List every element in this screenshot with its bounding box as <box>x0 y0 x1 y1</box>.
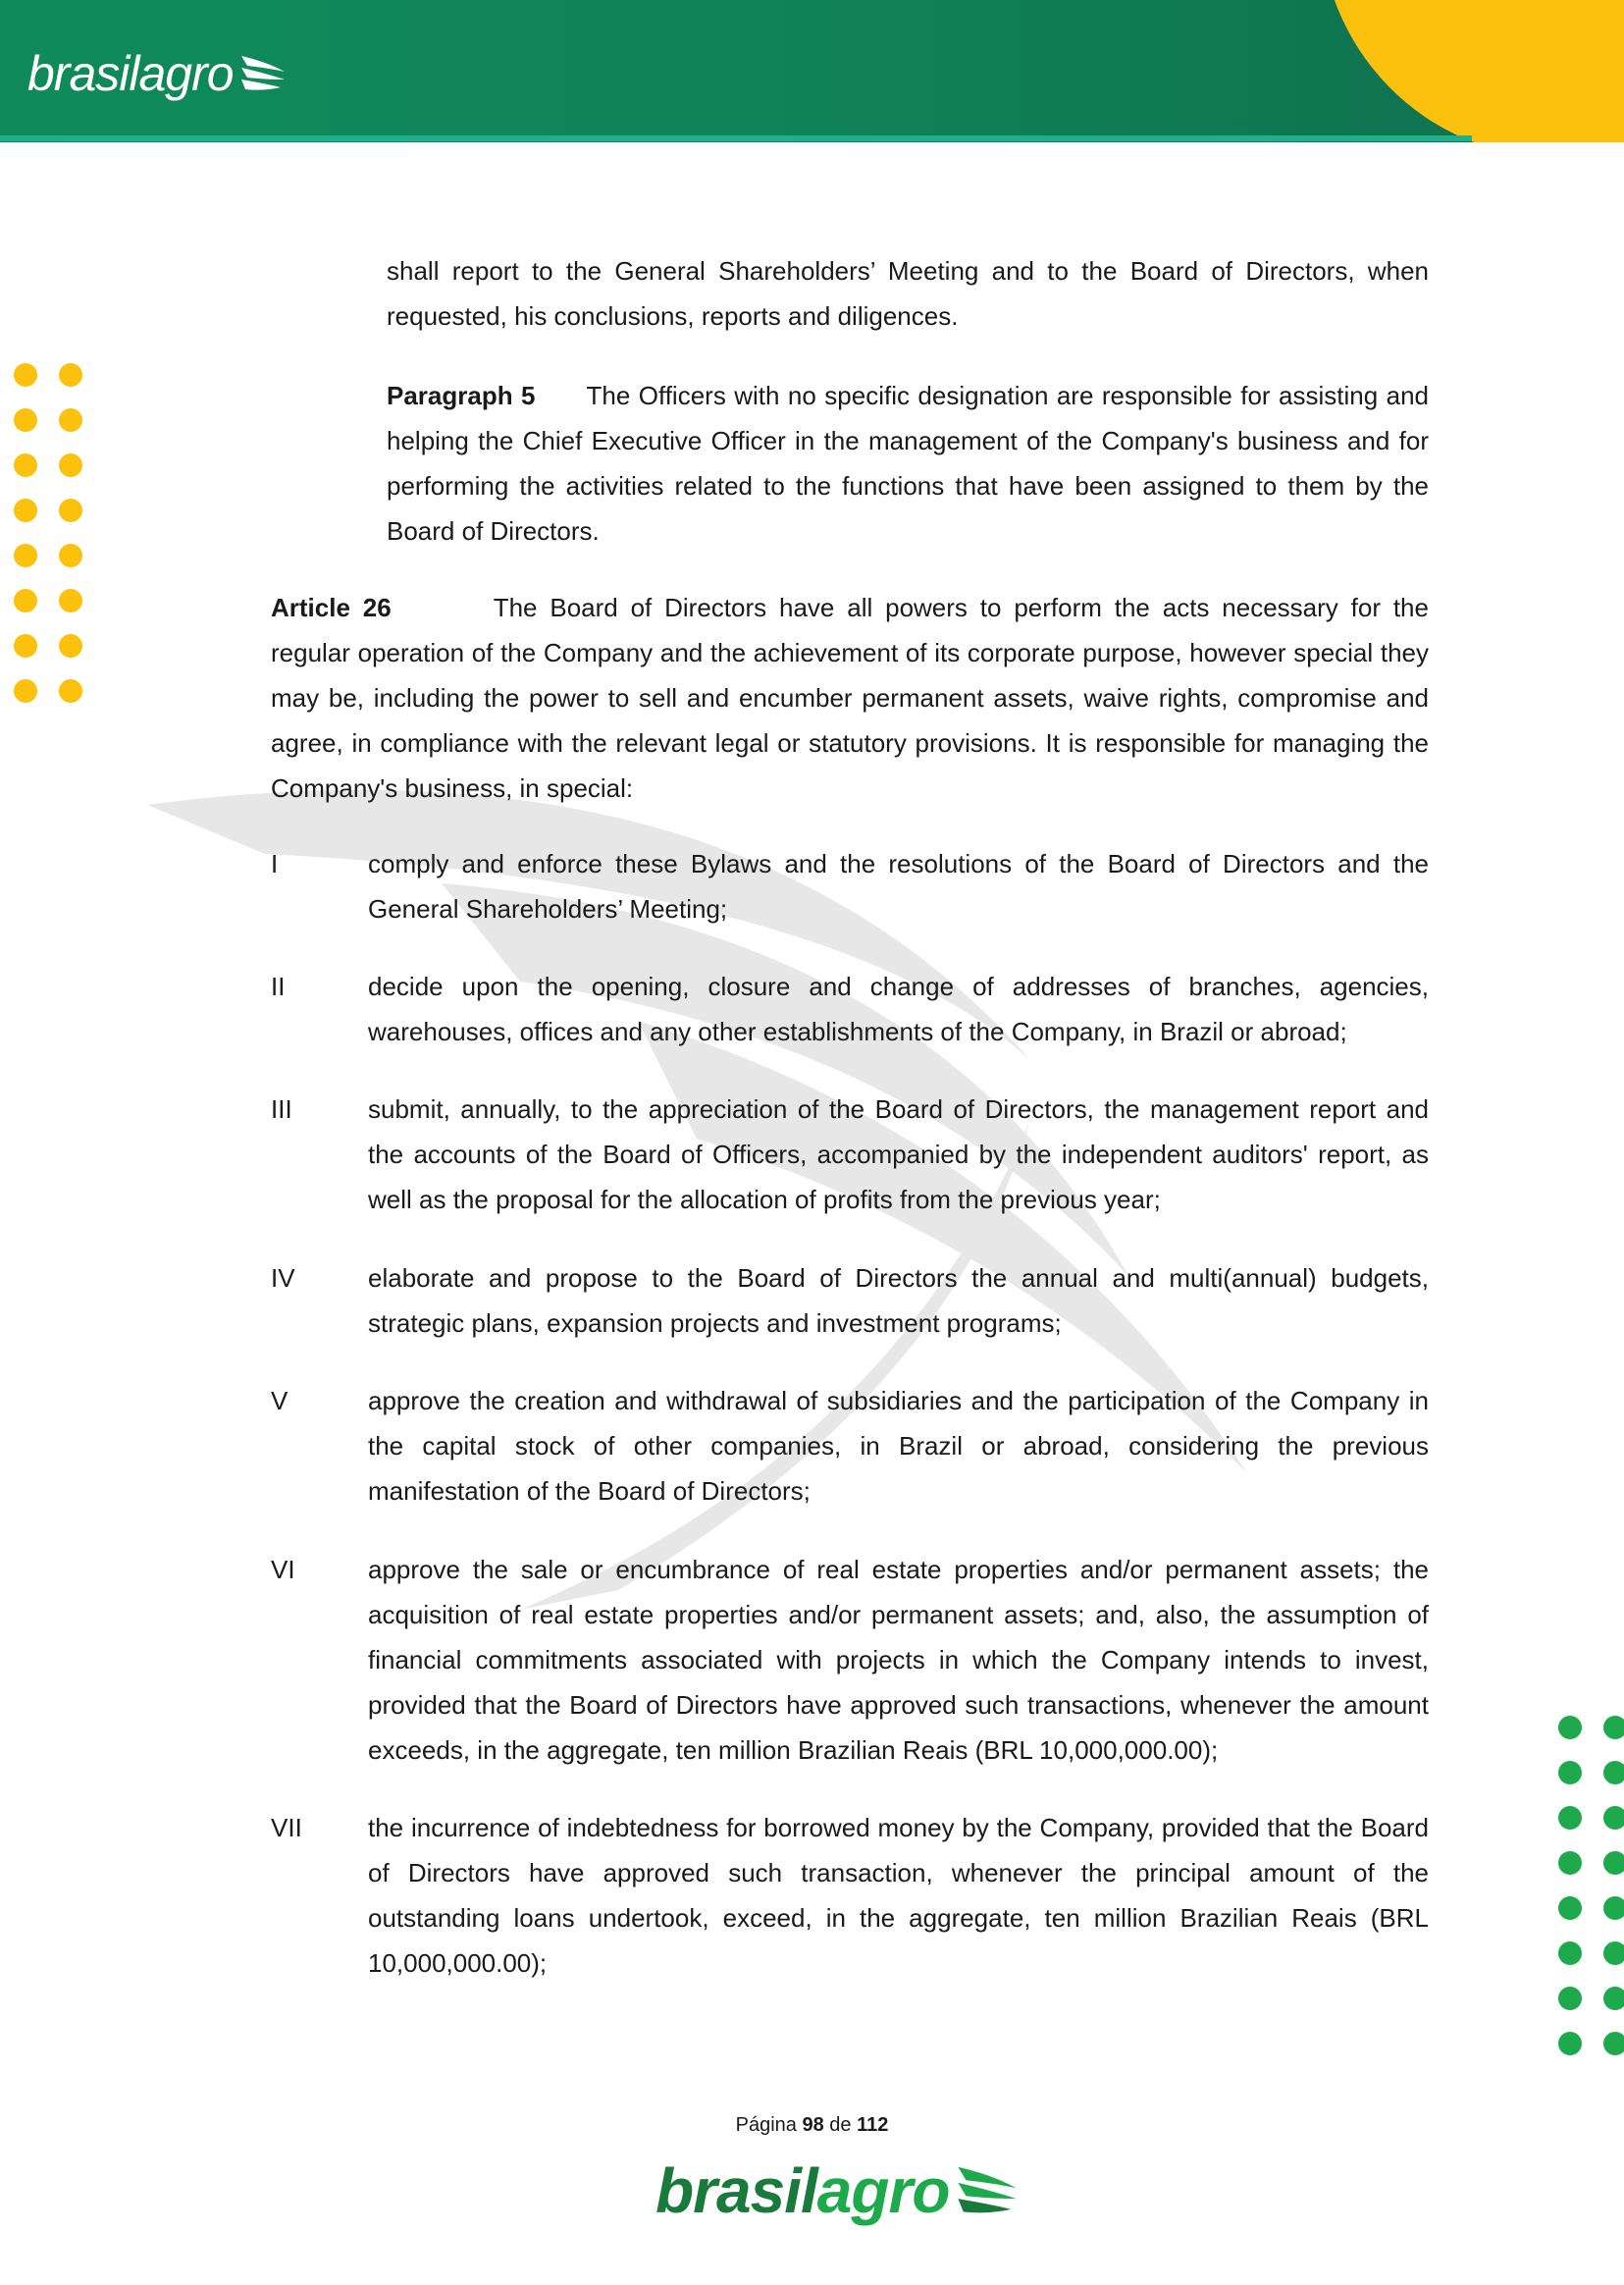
continued-paragraph: shall report to the General Shareholders’ Meeting and to the Board of Directors, when requested, his conclusions, reports and diligences. <box>387 256 1429 331</box>
decorative-dots-left <box>14 363 82 703</box>
list-item-number: V <box>271 1386 288 1415</box>
list-item <box>271 841 1429 931</box>
header-sun-shape <box>1320 0 1624 142</box>
footer-logo <box>655 2154 1022 2227</box>
footer-logo-agro: agro <box>816 2155 950 2226</box>
page-total: 112 <box>857 2114 889 2136</box>
article-26-text: The Board of Directors have all powers to perform the acts necessary for the regular operation of the Company and the achievement of its corporate purpose, however special they may be, including the power to sell and encumber permanent assets, waive rights, compromise and agree, in compliance with the relevant legal or statutory provisions. It is responsible for managing the Company's business, in special: <box>271 593 1429 803</box>
list-item-number: II <box>271 972 286 1001</box>
list-item-text: the incurrence of indebtedness for borrowed money by the Company, provided that the Board of Directors have approved such transaction, whenever the principal amount of the outstanding loans undertook, exceed, in the aggregate, ten million Brazilian Reais (BRL 10,000,000.00); <box>368 1813 1429 1978</box>
list-item-number: I <box>271 849 279 878</box>
list-item-number: VII <box>271 1813 302 1842</box>
list-item-text: approve the sale or encumbrance of real estate properties and/or permanent assets; the acquisition of real estate properties and/or permanent assets; and, also, the assumption of financial commitments associated with projects in which the Company intends to invest, provided that the Board of Directors have approved such transactions, whenever the amount exceeds, in the aggregate, ten million Brazilian Reais (BRL 10,000,000.00); <box>368 1555 1429 1765</box>
decorative-dots-right <box>1558 1716 1624 2055</box>
header-band <box>0 0 1624 142</box>
list-item <box>271 1547 1429 1773</box>
paragraph-5-text: The Officers with no specific designation are responsible for assisting and helping the Chief Executive Officer in the management of the Company's business and for performing the activities related to the functions that have been assigned to them by the Board of Directors. <box>387 381 1429 546</box>
list-item <box>271 964 1429 1054</box>
list-item <box>271 1378 1429 1514</box>
article-26-label: Article 26 <box>271 593 392 622</box>
paragraph-5-label: Paragraph 5 <box>387 381 536 410</box>
list-item <box>271 1087 1429 1222</box>
list-item-text: decide upon the opening, closure and change of addresses of branches, agencies, warehouses, offices and any other establishments of the Company, in Brazil or abroad; <box>368 972 1429 1046</box>
footer-logo-brasil: brasil <box>655 2155 817 2226</box>
header-logo-text: brasilagro <box>27 46 234 101</box>
logo-chevron-icon <box>953 2163 1022 2218</box>
list-item-number: III <box>271 1094 292 1124</box>
list-item-text: approve the creation and withdrawal of subsidiaries and the participation of the Company in the capital stock of other companies, in Brazil or abroad, considering the previous manifestation of the Board of Directors; <box>368 1386 1429 1506</box>
list-item-number: IV <box>271 1263 295 1293</box>
list-item <box>271 1255 1429 1346</box>
page-prefix: Página <box>735 2114 797 2136</box>
logo-chevron-icon <box>237 54 288 93</box>
list-item-text: elaborate and propose to the Board of Directors the annual and multi(annual) budgets, strategic plans, expansion projects and investment programs; <box>368 1263 1429 1338</box>
list-item-text: submit, annually, to the appreciation of the Board of Directors, the management report and the accounts of the Board of Officers, accompanied by the independent auditors' report, as well as the proposal for the allocation of profits from the previous year; <box>368 1094 1429 1214</box>
paragraph-5 <box>387 373 1429 554</box>
list-item-number: VI <box>271 1555 295 1584</box>
page-of: de <box>829 2114 852 2136</box>
page-current: 98 <box>802 2114 824 2136</box>
list-item <box>271 1805 1429 1986</box>
list-item-text: comply and enforce these Bylaws and the resolutions of the Board of Directors and the General Shareholders’ Meeting; <box>368 849 1429 924</box>
article-26 <box>271 585 1429 811</box>
header-accent-line <box>0 135 1472 141</box>
header-logo <box>27 29 288 118</box>
page-number <box>0 2114 1624 2137</box>
